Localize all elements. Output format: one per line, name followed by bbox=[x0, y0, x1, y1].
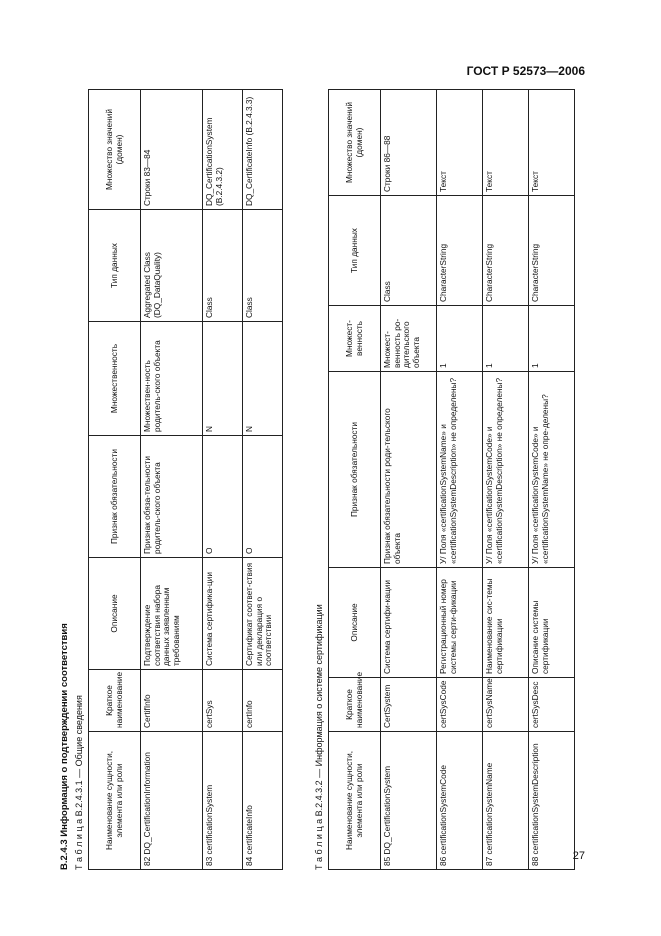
table-cell: Строки 86—88 bbox=[381, 90, 437, 196]
table-cell: N bbox=[243, 322, 283, 436]
table-cell: CharacterString bbox=[483, 196, 529, 306]
table-cell: O bbox=[203, 436, 243, 558]
table-row bbox=[529, 90, 575, 870]
table-cell: Система сертифи-кации bbox=[381, 568, 437, 678]
table-cell: DQ_CertificateInfo (B.2.4.3.3) bbox=[243, 90, 283, 210]
table-cell: certSysCode bbox=[437, 678, 483, 732]
table-cell: Aggregated Class (DQ_DataQuality) bbox=[141, 210, 203, 322]
standard-number: ГОСТ Р 52573—2006 bbox=[466, 64, 585, 78]
table-cell: certSys bbox=[203, 670, 243, 732]
table2-header: Множест-венность bbox=[329, 306, 381, 372]
table-cell: Class bbox=[381, 196, 437, 306]
table2-header: Описание bbox=[329, 568, 381, 678]
table2-header: Множество значений (домен) bbox=[329, 90, 381, 196]
table-cell: Наименование сис-темы сертификации bbox=[483, 568, 529, 678]
table-cell: N bbox=[203, 322, 243, 436]
table-cell: 1 bbox=[529, 306, 575, 372]
table1-header: Тип данных bbox=[89, 210, 141, 322]
table2-caption: Т а б л и ц а B.2.4.3.2 — Информация о системе сертификации bbox=[314, 604, 324, 870]
table-cell: Признак обяза-тельности родитель-ского объекта bbox=[141, 436, 203, 558]
table-cell: Регистрационный номер системы серти-фикации bbox=[437, 568, 483, 678]
table-cell: certInfo bbox=[243, 670, 283, 732]
table-cell: 1 bbox=[483, 306, 529, 372]
table-cell: DQ_CertificationSystem (B.2.4.3.2) bbox=[203, 90, 243, 210]
table2-header: Признак обязательности bbox=[329, 372, 381, 568]
table-cell: 1 bbox=[437, 306, 483, 372]
table-cell: Сертификат соответ-ствия или декларация о соответствии bbox=[243, 558, 283, 670]
table-cell: CertSystem bbox=[381, 678, 437, 732]
table-cell: У/ Поля «certificationSystemCode» и «certificationSystemDescription» не определены? bbox=[483, 372, 529, 568]
table-cell: 86 certificationSystemCode bbox=[437, 732, 483, 870]
table2-header-row bbox=[329, 90, 381, 870]
table2-header: Наименование сущности, элемента или роли bbox=[329, 732, 381, 870]
table2 bbox=[328, 89, 575, 870]
table2-header: Тип данных bbox=[329, 196, 381, 306]
table1-header: Множественность bbox=[89, 322, 141, 436]
table-cell: CharacterString bbox=[437, 196, 483, 306]
table1-caption: Т а б л и ц а B.2.4.3.1 — Общие сведения bbox=[74, 695, 84, 870]
page-number: 27 bbox=[572, 850, 585, 862]
table-row bbox=[243, 90, 283, 870]
table-cell: Текст bbox=[529, 90, 575, 196]
table-cell: CharacterString bbox=[529, 196, 575, 306]
table-cell: 87 certificationSystemName bbox=[483, 732, 529, 870]
table-cell: 82 DQ_CertificationInformation bbox=[141, 732, 203, 870]
table-cell: Множествен-ность родитель-ского объекта bbox=[141, 322, 203, 436]
table1-header: Описание bbox=[89, 558, 141, 670]
table1 bbox=[88, 89, 283, 870]
table-cell: certSysDesc bbox=[529, 678, 575, 732]
table1-header: Признак обязательности bbox=[89, 436, 141, 558]
table-cell: 83 certificationSystem bbox=[203, 732, 243, 870]
table-cell: У/ Поля «certificationSystemCode» и «certificationSystemName» не опре-делены? bbox=[529, 372, 575, 568]
table-cell: Описание системы сертификации bbox=[529, 568, 575, 678]
table-row bbox=[483, 90, 529, 870]
rotated-content bbox=[60, 90, 585, 870]
table1-header-row bbox=[89, 90, 141, 870]
table1-header: Наименование сущности, элемента или роли bbox=[89, 732, 141, 870]
table-cell: Текст bbox=[437, 90, 483, 196]
table-cell: 85 DQ_CertificationSystem bbox=[381, 732, 437, 870]
table-row bbox=[141, 90, 203, 870]
table-cell: CertifInfo bbox=[141, 670, 203, 732]
table-cell: O bbox=[243, 436, 283, 558]
table-row bbox=[203, 90, 243, 870]
table-cell: Текст bbox=[483, 90, 529, 196]
table-cell: Строки 83—84 bbox=[141, 90, 203, 210]
table-cell: certSysName bbox=[483, 678, 529, 732]
table-cell: Class bbox=[203, 210, 243, 322]
table-cell: 88 certificationSystemDescription bbox=[529, 732, 575, 870]
table1-header: Краткое наименование bbox=[89, 670, 141, 732]
table-cell: У/ Поля «certificationSystemName» и «certificationSystemDescription» не определены? bbox=[437, 372, 483, 568]
table-cell: Множест-венность ро-дительского объекта bbox=[381, 306, 437, 372]
table-cell: Система сертифика-ции bbox=[203, 558, 243, 670]
table-cell: Признак обязательности роди-тельского объекта bbox=[381, 372, 437, 568]
table-cell: Подтверждение соответствия набора данных заявленным требованиям bbox=[141, 558, 203, 670]
table1-header: Множество значений (домен) bbox=[89, 90, 141, 210]
section-title: B.2.4.3 Информация о подтверждении соответствия bbox=[59, 623, 70, 870]
table-row bbox=[381, 90, 437, 870]
table-row bbox=[437, 90, 483, 870]
table-cell: 84 certificateInfo bbox=[243, 732, 283, 870]
table-cell: Class bbox=[243, 210, 283, 322]
table2-header: Краткое наименование bbox=[329, 678, 381, 732]
